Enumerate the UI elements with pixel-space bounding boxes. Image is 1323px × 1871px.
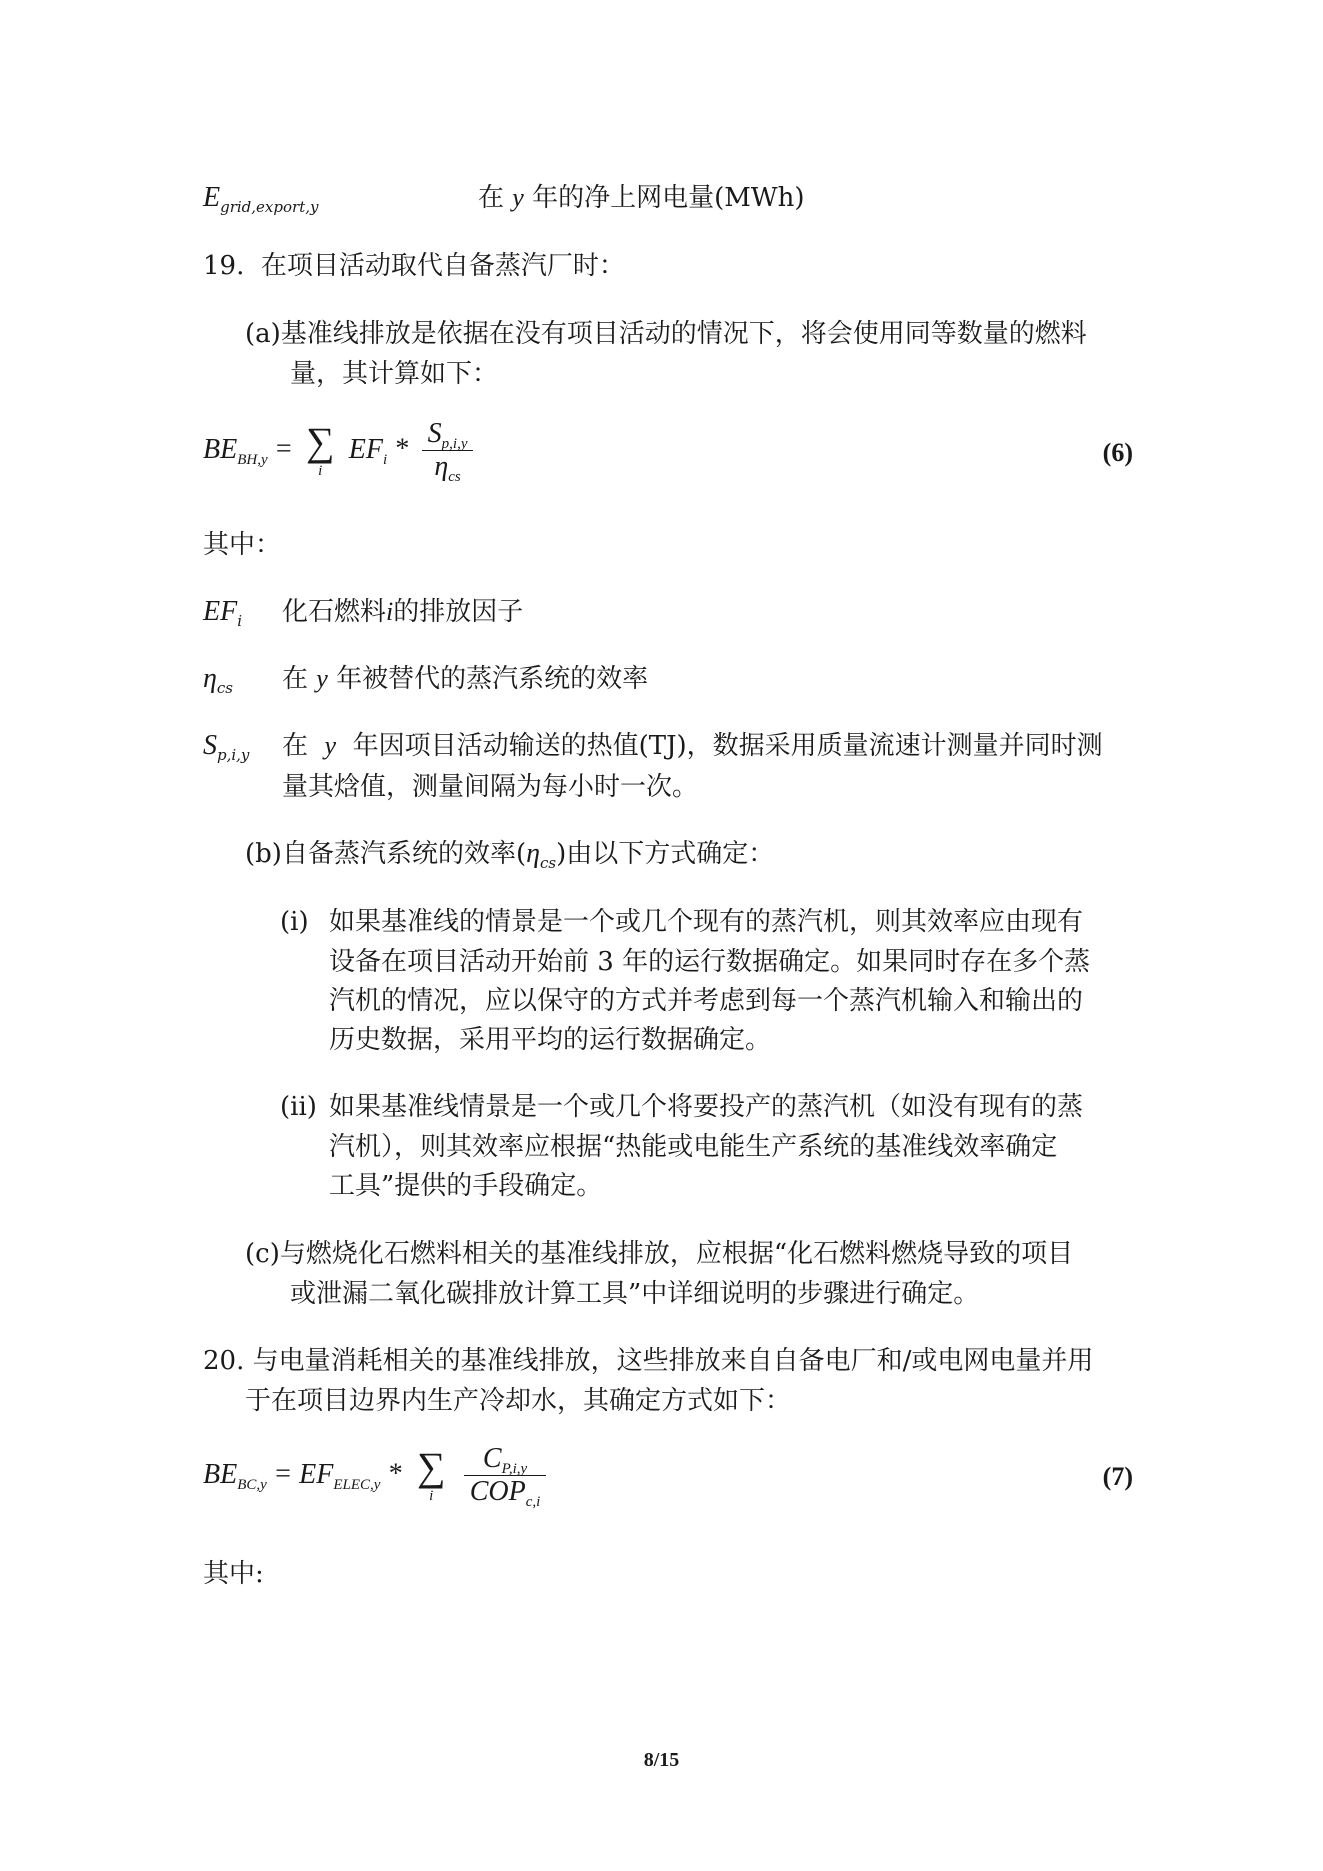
- para-19a-text1: 基准线排放是依据在没有项目活动的情况下，将会使用同等数量的燃料: [280, 319, 1087, 349]
- item-i-line4: 历史数据，采用平均的运行数据确定。: [329, 1025, 772, 1055]
- def-s-text-line2: 量其焓值，测量间隔为每小时一次。: [282, 772, 699, 802]
- equation-7: [203, 1443, 550, 1508]
- para-20-line1: [203, 1341, 1093, 1381]
- where-label-2: 其中:: [203, 1559, 264, 1589]
- eq6-fraction: [422, 418, 474, 483]
- para-20-line2: 于在项目边界内生产冷却水，其确定方式如下：: [245, 1386, 792, 1416]
- eq6-num-main: S: [427, 418, 442, 449]
- eq7-den-main: COP: [469, 1476, 526, 1507]
- eq7-ef-main: EF: [299, 1458, 334, 1490]
- eq7-times: *: [388, 1458, 403, 1490]
- eq7-ef-sub: ELEC,y: [333, 1476, 381, 1493]
- eq7-num-main: C: [482, 1443, 502, 1474]
- eq6-den-main: η: [434, 451, 449, 482]
- def-s-post: 年因项目活动输送的热值(TJ)，数据采用质量流速计测量并同时测: [352, 731, 1103, 761]
- item-ii-label: (ii): [280, 1092, 317, 1122]
- eq7-denominator: [464, 1475, 547, 1508]
- def-eta-symbol: [203, 659, 233, 699]
- eq7-equals: =: [275, 1458, 291, 1490]
- eq6-den-sub: cs: [448, 469, 461, 485]
- para-19-number: 19.: [203, 251, 245, 281]
- def-s-symbol: [203, 726, 249, 766]
- egrid-symbol-sub: grid,export,y: [220, 198, 319, 216]
- egrid-desc-post: 年的净上网电量(MWh): [532, 183, 805, 213]
- def-eta-var: y: [316, 664, 328, 693]
- def-ef-var: i: [386, 597, 394, 626]
- eq7-den-sub: c,i: [525, 1494, 541, 1510]
- item-i-line2: 设备在项目活动开始前 3 年的运行数据确定。如果同时存在多个蒸: [329, 947, 1091, 977]
- eq6-sigma-index: i: [318, 463, 323, 479]
- eq7-ef: [299, 1458, 381, 1493]
- para-19b-sym-sub: cs: [539, 854, 557, 872]
- def-ef-post: 的排放因子: [393, 597, 524, 627]
- egrid-desc-pre: 在: [478, 183, 505, 213]
- equation-6-label: (6): [1102, 438, 1133, 467]
- para-19: [203, 246, 625, 286]
- egrid-desc-var: y: [512, 183, 524, 212]
- eq7-lhs-main: BE: [203, 1458, 238, 1490]
- eq6-ef-main: EF: [348, 433, 383, 465]
- def-eta-sym-sub: cs: [216, 679, 233, 697]
- eq6-ef-sub: i: [382, 451, 388, 468]
- page-number: 8/15: [643, 1749, 680, 1771]
- item-ii-line1: 如果基准线情景是一个或几个将要投产的蒸汽机（如没有现有的蒸: [329, 1092, 1084, 1122]
- def-ef-text: [282, 592, 523, 632]
- def-s-text-line1: [282, 726, 1103, 766]
- eq6-sigma: [305, 419, 335, 479]
- para-20-text1: 与电量消耗相关的基准线排放，这些排放来自自备电厂和/或电网电量并用: [252, 1346, 1094, 1376]
- para-19a-line2: 量，其计算如下：: [290, 359, 499, 389]
- para-19c-line1: [245, 1234, 1073, 1274]
- item-i-line1: 如果基准线的情景是一个或几个现有的蒸汽机，则其效率应由现有: [329, 907, 1084, 937]
- egrid-description: [478, 178, 804, 218]
- para-19c-text1: 与燃烧化石燃料相关的基准线排放，应根据“化石燃料燃烧导致的项目: [279, 1239, 1074, 1269]
- where-label-1: 其中：: [203, 530, 282, 560]
- eq6-ef: [348, 433, 388, 468]
- def-eta-post: 年被替代的蒸汽系统的效率: [336, 664, 649, 694]
- para-19b-label: (b): [245, 839, 282, 869]
- def-eta-sym-main: η: [203, 663, 217, 694]
- def-s-var: y: [324, 731, 337, 760]
- def-ef-symbol: [203, 592, 242, 632]
- para-19a-label: (a): [245, 319, 281, 349]
- equation-6: [203, 418, 477, 483]
- eq7-sigma-index: i: [429, 1488, 434, 1504]
- item-ii-line2: 汽机），则其效率应根据“热能或电能生产系统的基准线效率确定: [329, 1132, 1058, 1162]
- item-ii-line3: 工具”提供的手段确定。: [329, 1171, 603, 1201]
- egrid-symbol-main: E: [203, 182, 221, 213]
- eq7-sigma: [416, 1444, 446, 1504]
- eq7-fraction: [464, 1443, 547, 1508]
- def-eta-pre: 在: [282, 664, 309, 694]
- eq6-num-sub: p,i,y: [441, 436, 468, 452]
- eq6-times: *: [395, 433, 410, 465]
- eq7-num-sub: P,i,y: [501, 1461, 528, 1477]
- def-ef-sym-main: EF: [203, 596, 238, 627]
- equation-7-label: (7): [1102, 1462, 1133, 1491]
- para-19-text: 在项目活动取代自备蒸汽厂时：: [260, 251, 625, 281]
- item-i-line3: 汽机的情况，应以保守的方式并考虑到每一个蒸汽机输入和输出的: [329, 986, 1084, 1016]
- para-19b-sym: η: [526, 838, 540, 869]
- eq7-lhs-sub: BC,y: [237, 1476, 267, 1493]
- def-s-sym-main: S: [203, 730, 217, 761]
- eq6-lhs: [203, 433, 268, 468]
- egrid-symbol: [203, 178, 318, 218]
- def-eta-text: [282, 659, 648, 699]
- para-19c-label: (c): [245, 1239, 280, 1269]
- para-19b-post: )由以下方式确定：: [556, 839, 775, 869]
- eq7-lhs: [203, 1458, 267, 1493]
- def-ef-sym-sub: i: [237, 612, 243, 630]
- eq7-sigma-symbol: ∑: [416, 1444, 446, 1489]
- para-19b-pre: 自备蒸汽系统的效率(: [281, 839, 527, 869]
- def-s-pre: 在: [282, 731, 309, 761]
- def-ef-pre: 化石燃料: [282, 597, 387, 627]
- item-i-label: (i): [280, 907, 309, 937]
- eq7-numerator: [464, 1443, 547, 1475]
- eq6-lhs-sub: BH,y: [237, 451, 268, 468]
- eq6-equals: =: [275, 433, 292, 465]
- eq6-sigma-symbol: ∑: [305, 419, 335, 464]
- eq6-lhs-main: BE: [203, 433, 238, 465]
- para-20-number: 20.: [203, 1346, 245, 1376]
- eq6-numerator: [422, 418, 474, 450]
- def-s-sym-sub: p,i,y: [217, 746, 250, 764]
- para-19c-line2: 或泄漏二氧化碳排放计算工具”中详细说明的步骤进行确定。: [290, 1279, 980, 1309]
- para-19b: [245, 834, 774, 874]
- para-19a-line1: [245, 314, 1087, 354]
- eq6-denominator: [422, 450, 474, 483]
